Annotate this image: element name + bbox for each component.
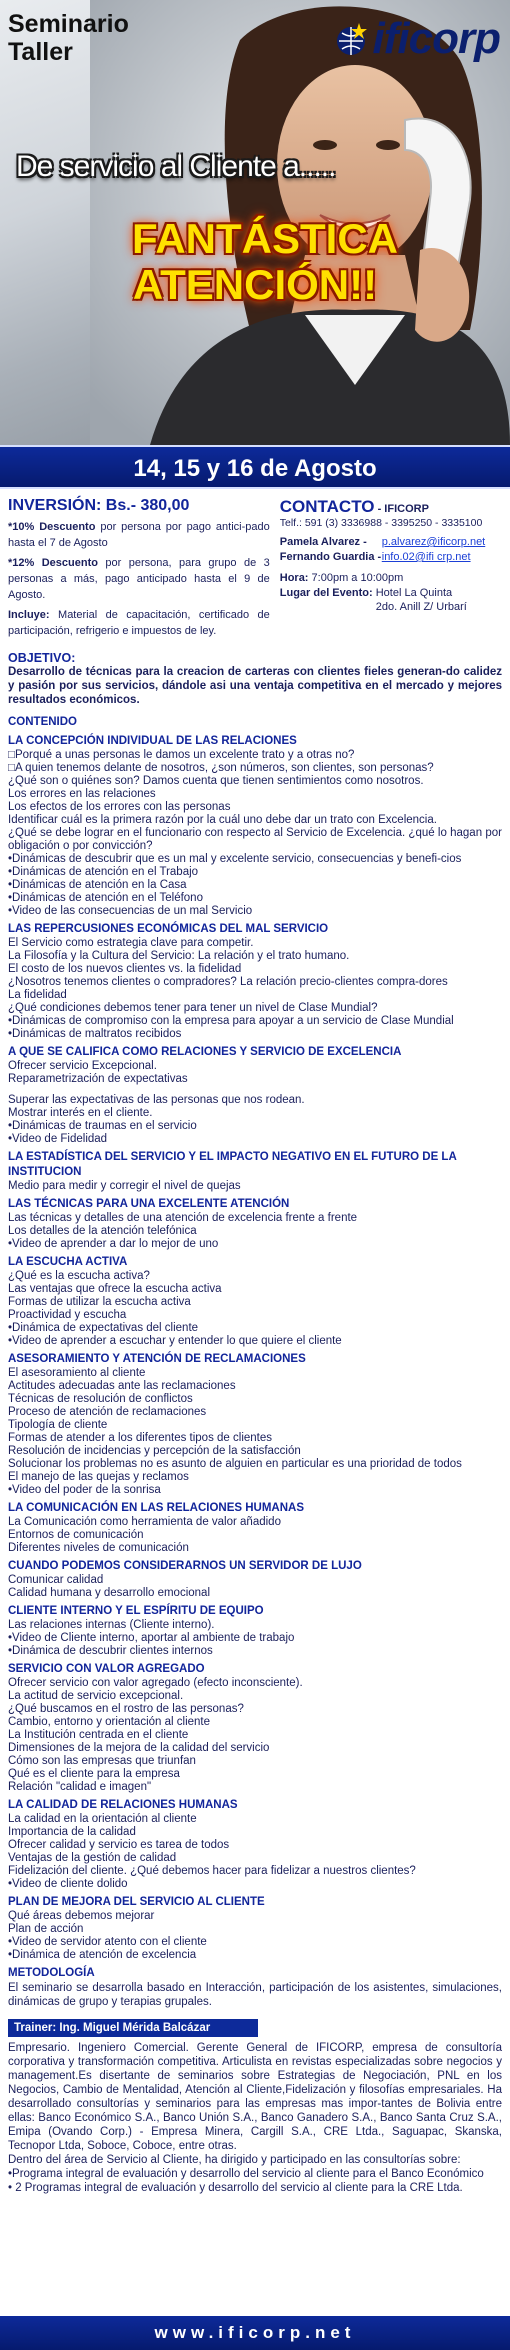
section-item: Las relaciones internas (Cliente interno). bbox=[8, 1619, 215, 1631]
section-item: El asesoramiento al cliente bbox=[8, 1367, 146, 1379]
dates-banner: 14, 15 y 16 de Agosto bbox=[0, 445, 510, 489]
section-item: Tipología de cliente bbox=[8, 1419, 108, 1431]
section-item: Importancia de la calidad bbox=[8, 1826, 136, 1838]
section-title: SERVICIO CON VALOR AGREGADO bbox=[8, 1663, 205, 1675]
section-item: Plan de acción bbox=[8, 1923, 84, 1935]
section-item: Cambio, entorno y orientación al cliente bbox=[8, 1716, 211, 1728]
section-item: Calidad humana y desarrollo emocional bbox=[8, 1587, 211, 1599]
section-item: Mostrar interés en el cliente. bbox=[8, 1107, 153, 1119]
ificorp-logo bbox=[333, 14, 500, 64]
event-address: 2do. Anill Z/ Urbarí bbox=[375, 601, 467, 613]
hero-headline-line1: FANTÁSTICA bbox=[132, 215, 398, 262]
section-item: •Dinámica de expectativas del cliente bbox=[8, 1322, 199, 1334]
section-title: CUANDO PODEMOS CONSIDERARNOS UN SERVIDOR DE LUJO bbox=[8, 1560, 362, 1572]
section-title: LA ESTADÍSTICA DEL SERVICIO Y EL IMPACTO NEGATIVO EN EL FUTURO DE LA INSTITUCION bbox=[8, 1151, 457, 1178]
section-item: □A quien tenemos delante de nosotros, ¿son números, son clientes, son personas? bbox=[8, 762, 434, 774]
section-title: LA CALIDAD DE RELACIONES HUMANAS bbox=[8, 1799, 238, 1811]
section-item: Qué áreas debemos mejorar bbox=[8, 1910, 155, 1922]
section-item: ¿Qué se debe lograr en el funcionario con respecto al Servicio de Excelencia. ¿qué lo hagan por obligación o por convicción? bbox=[8, 827, 502, 852]
section-title: LAS REPERCUSIONES ECONÓMICAS DEL MAL SERVICIO bbox=[8, 923, 329, 935]
section-item: Técnicas de resolución de conflictos bbox=[8, 1393, 193, 1405]
section-item: •Dinámicas de descubrir que es un mal y excelente servicio, consecuencias y benefi-cios bbox=[8, 853, 462, 865]
section-item: •Video del poder de la sonrisa bbox=[8, 1484, 161, 1496]
section-item: ¿Qué son o quiénes son? Damos cuenta que tienen sentimientos como nosotros. bbox=[8, 775, 424, 787]
section-item: Superar las expectativas de las personas que nos rodean. bbox=[8, 1094, 305, 1106]
section-item bbox=[8, 1086, 502, 1094]
section-item: Dimensiones de la mejora de la calidad del servicio bbox=[8, 1742, 270, 1754]
seminar-title bbox=[8, 10, 129, 66]
contact-phone: Telf.: 591 (3) 3336988 - 3395250 - 3335100 bbox=[279, 517, 483, 529]
event-place: Lugar del Evento: Hotel La Quinta bbox=[279, 587, 453, 599]
section-item: •Dinámicas de maltratos recibidos bbox=[8, 1028, 182, 1040]
section-item: Los errores en las relaciones bbox=[8, 788, 156, 800]
section-item: Proceso de atención de reclamaciones bbox=[8, 1406, 207, 1418]
section-item: La Comunicación como herramienta de valor añadido bbox=[8, 1516, 281, 1528]
trainer-title: Trainer: Ing. Miguel Mérida Balcázar bbox=[8, 2019, 258, 2037]
section-item: La fidelidad bbox=[8, 989, 67, 1001]
section-item: •Video de Fidelidad bbox=[8, 1133, 108, 1145]
section-item: ¿Qué es la escucha activa? bbox=[8, 1270, 150, 1282]
section-item: La actitud de servicio excepcional. bbox=[8, 1690, 184, 1702]
section-item: Identificar cuál es la primera razón por la cuál uno debe dar un trato con Excelencia. bbox=[8, 814, 437, 826]
section-item: □Porqué a unas personas le damos un excelente trato y a otras no? bbox=[8, 749, 355, 761]
section-item: Las técnicas y detalles de una atención de excelencia frente a frente bbox=[8, 1212, 358, 1224]
section-title: CLIENTE INTERNO Y EL ESPÍRITU DE EQUIPO bbox=[8, 1605, 264, 1617]
section-item: •Video de las consecuencias de un mal Servicio bbox=[8, 905, 253, 917]
trainer-bio bbox=[0, 2041, 510, 2195]
section-item: Qué es el cliente para la empresa bbox=[8, 1768, 180, 1780]
section-item: Solucionar los problemas no es asunto de alguien en particular es una prioridad de todos bbox=[8, 1458, 462, 1470]
section-item: Formas de utilizar la escucha activa bbox=[8, 1296, 191, 1308]
contact-block bbox=[280, 497, 502, 643]
includes: Incluye: Material de capacitación, certificado de participación, refrigerio e impuestos de ley. bbox=[8, 609, 270, 637]
section-item: •Video de aprender a dar lo mejor de uno bbox=[8, 1238, 219, 1250]
section-item: •Dinámicas de atención en el Teléfono bbox=[8, 892, 203, 904]
bio-paragraph: Empresario. Ingeniero Comercial. Gerente General de IFICORP, empresa de consultoría corporativa y transformación competitiva. Articulista en revistas especializadas sobre negocios y management.Es disertante de seminarios sobre Estrategias de Negociación, PNL en los Negocios, Cambio de Mentalidad, Atención al Cliente,Fidelización y filosofías empresariales. Ha desarrollado consultorías y seminarios para las empresas mas impor-tantes de Bolivia entre ellas: Banco Económico S.A., Banco Unión S.A., Banco Ganadero S.A., Banco Santa Cruz S.A., Emipa (Ovando Corp.) - Empresa Minera, Cargill S.A., CRE Ltda., Saguapac, Skanska, Tecnopor Ltda, Soboce, Coboce, entre otras. bbox=[8, 2042, 502, 2152]
section-item: Comunicar calidad bbox=[8, 1574, 104, 1586]
section-item: Resolución de incidencias y percepción de la satisfacción bbox=[8, 1445, 301, 1457]
content-title: CONTENIDO bbox=[8, 716, 77, 728]
section-item: La Institución centrada en el cliente bbox=[8, 1729, 189, 1741]
section-item: ¿Nosotros tenemos clientes o compradores? La relación precio-clientes compra-dores bbox=[8, 976, 448, 988]
hero-headline-line2: ATENCIÓN!! bbox=[132, 261, 378, 308]
bio-paragraph: • 2 Programas integral de evaluación y desarrollo del servicio al cliente para la CRE Ltda. bbox=[8, 2182, 463, 2194]
section-title: LA CONCEPCIÓN INDIVIDUAL DE LAS RELACIONES bbox=[8, 735, 297, 747]
methodology-title: METODOLOGÍA bbox=[8, 1967, 95, 1979]
section-item: El costo de los nuevos clientes vs. la fidelidad bbox=[8, 963, 242, 975]
bio-paragraph: Dentro del área de Servicio al Cliente, ha dirigido y participado en las consultorías sobre: bbox=[8, 2154, 461, 2166]
section-item: La calidad en la orientación al cliente bbox=[8, 1813, 197, 1825]
section-title: LAS TÉCNICAS PARA UNA EXCELENTE ATENCIÓN bbox=[8, 1198, 290, 1210]
section-item: •Dinámicas de traumas en el servicio bbox=[8, 1120, 197, 1132]
section-item: •Dinámicas de compromiso con la empresa para apoyar a un servicio de Clase Mundial bbox=[8, 1015, 454, 1027]
section-item: Reparametrización de expectativas bbox=[8, 1073, 188, 1085]
section-item: Diferentes niveles de comunicación bbox=[8, 1542, 189, 1554]
bio-paragraph: •Programa integral de evaluación y desarrollo del servicio al cliente para el Banco Económico bbox=[8, 2168, 484, 2180]
section-title: LA ESCUCHA ACTIVA bbox=[8, 1256, 128, 1268]
section-title: ASESORAMIENTO Y ATENCIÓN DE RECLAMACIONES bbox=[8, 1353, 306, 1365]
section-item: El Servicio como estrategia clave para competir. bbox=[8, 937, 254, 949]
email-link-2[interactable]: info.02@ifi crp.net bbox=[381, 551, 471, 563]
section-title: A QUE SE CALIFICA COMO RELACIONES Y SERVICIO DE EXCELENCIA bbox=[8, 1046, 402, 1058]
content-sections bbox=[8, 734, 502, 1962]
objective-text: Desarrollo de técnicas para la creacion de carteras con clientes fieles generan-do calidez y pasión por sus servicios, dándole asi una ventaja competitiva en el mercado y mejores resultados económicos. bbox=[8, 666, 502, 706]
section-item: Fidelización del cliente. ¿Qué debemos hacer para fidelizar a nuestros clientes? bbox=[8, 1865, 416, 1877]
email-link-1[interactable]: p.alvarez@ificorp.net bbox=[381, 536, 486, 548]
hero-banner bbox=[0, 0, 510, 445]
investment-title: INVERSIÓN: Bs.- 380,00 bbox=[8, 497, 190, 514]
section-item: Actitudes adecuadas ante las reclamaciones bbox=[8, 1380, 236, 1392]
section-item: Relación "calidad e imagen" bbox=[8, 1781, 152, 1793]
section-item: Proactividad y escucha bbox=[8, 1309, 127, 1321]
section-title: PLAN DE MEJORA DEL SERVICIO AL CLIENTE bbox=[8, 1896, 265, 1908]
section-item: Formas de atender a los diferentes tipos de clientes bbox=[8, 1432, 273, 1444]
seminar-label: Seminario bbox=[8, 10, 129, 38]
section-item: •Video de servidor atento con el cliente bbox=[8, 1936, 207, 1948]
section-item: Los efectos de los errores con las personas bbox=[8, 801, 231, 813]
event-hour: Hora: 7:00pm a 10:00pm bbox=[279, 572, 404, 584]
section-item: Ofrecer calidad y servicio es tarea de todos bbox=[8, 1839, 230, 1851]
section-item: •Dinámica de atención de excelencia bbox=[8, 1949, 197, 1961]
section-item: •Dinámicas de atención en el Trabajo bbox=[8, 866, 199, 878]
objective-title: OBJETIVO: bbox=[8, 651, 76, 665]
section-item: Las ventajas que ofrece la escucha activa bbox=[8, 1283, 222, 1295]
section-item: •Dinámica de descubrir clientes internos bbox=[8, 1645, 213, 1657]
logo-text: ificorp bbox=[372, 14, 500, 63]
course-content bbox=[0, 649, 510, 2009]
section-title: LA COMUNICACIÓN EN LAS RELACIONES HUMANAS bbox=[8, 1502, 305, 1514]
discount-10: *10% Descuento por persona por pago antici-pado hasta el 7 de Agosto bbox=[8, 521, 270, 549]
section-item: La Filosofía y la Cultura del Servicio: La relación y el trato humano. bbox=[8, 950, 350, 962]
section-item: Entornos de comunicación bbox=[8, 1529, 144, 1541]
hero-subtitle: De servicio al Cliente a..... bbox=[16, 150, 336, 183]
section-item: Ofrecer servicio Excepcional. bbox=[8, 1060, 157, 1072]
contact-person-2: Fernando Guardia - info.02@ifi crp.net bbox=[279, 551, 471, 563]
section-item: Ventajas de la gestión de calidad bbox=[8, 1852, 177, 1864]
section-item: Cómo son las empresas que triunfan bbox=[8, 1755, 196, 1767]
section-item: Medio para medir y corregir el nivel de quejas bbox=[8, 1180, 241, 1192]
section-item: Los detalles de la atención telefónica bbox=[8, 1225, 197, 1237]
contact-title: CONTACTO - IFICORP bbox=[279, 497, 429, 516]
section-item: •Video de Cliente interno, aportar al ambiente de trabajo bbox=[8, 1632, 295, 1644]
section-item: •Video de aprender a escuchar y entender lo que quiere el cliente bbox=[8, 1335, 342, 1347]
section-item: Ofrecer servicio con valor agregado (efecto inconsciente). bbox=[8, 1677, 303, 1689]
discount-12: *12% Descuento por persona, para grupo de 3 personas a más, pago anticipado hasta el 9 de Agosto. bbox=[8, 557, 270, 601]
info-panel bbox=[0, 489, 510, 649]
globe-star-icon bbox=[333, 21, 369, 57]
workshop-label: Taller bbox=[8, 38, 73, 66]
section-item: ¿Qué condiciones debemos tener para tener un nivel de Clase Mundial? bbox=[8, 1002, 378, 1014]
contact-person-1: Pamela Alvarez - p.alvarez@ificorp.net bbox=[279, 536, 486, 548]
website-footer[interactable]: www.ificorp.net bbox=[0, 2316, 510, 2350]
section-item: •Dinámicas de atención en la Casa bbox=[8, 879, 187, 891]
investment-block bbox=[8, 497, 270, 643]
section-item: El manejo de las quejas y reclamos bbox=[8, 1471, 189, 1483]
section-item: •Video de cliente dolido bbox=[8, 1878, 128, 1890]
methodology-text: El seminario se desarrolla basado en Interacción, participación de los asistentes, simulaciones, dinámicas de grupo y terapias grupales. bbox=[8, 1982, 502, 2008]
section-item: ¿Qué buscamos en el rostro de las personas? bbox=[8, 1703, 244, 1715]
